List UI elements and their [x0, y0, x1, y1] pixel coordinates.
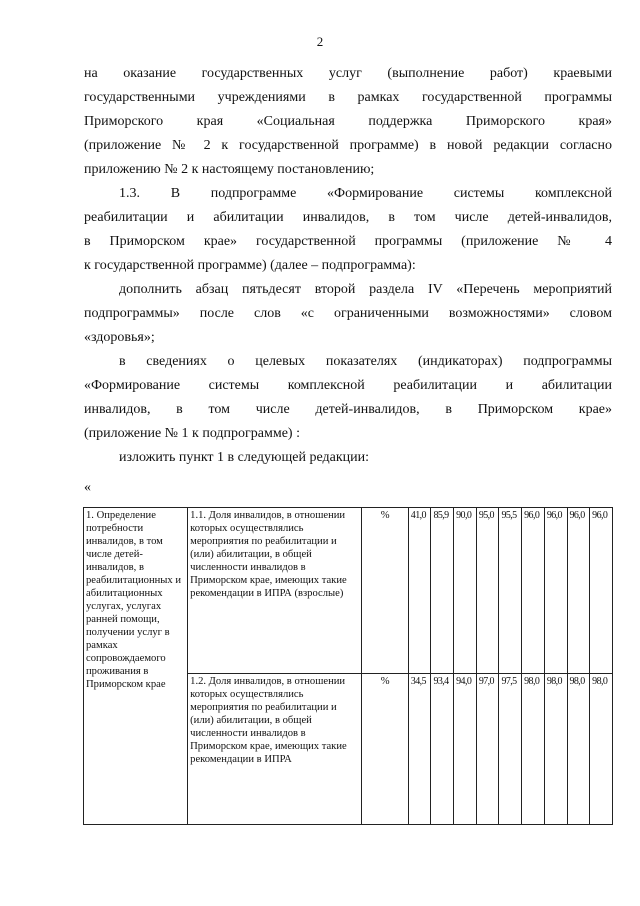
text-line: 1.3. В подпрограмме «Формирование системы комплексной [119, 186, 612, 201]
goal-cell: 1. Определение потребности инвалидов, в том числе детей-инвалидов, в реабилитационных и абилитационных услугах, услугах ранней помощи, получении услуг в рамках сопровождаемого проживания в Приморском крае [84, 508, 188, 825]
value-cell: 98,0 [590, 674, 613, 825]
table-row [84, 508, 613, 674]
indicator-table [83, 507, 613, 825]
text-line: (приложение № 1 к подпрограмме) : [84, 426, 300, 441]
text-line: к государственной программе) (далее – подпрограмма): [84, 258, 416, 273]
value-cell: 34,5 [408, 674, 431, 825]
page-number: 2 [316, 34, 324, 49]
text-line: подпрограммы» после слов «с ограниченными возможностями» словом [84, 306, 612, 321]
value-cell: 95,5 [499, 508, 522, 674]
text-line: государственными учреждениями в рамках государственной программы [84, 90, 612, 105]
text-line: «здоровья»; [84, 330, 155, 345]
indicator-cell: 1.1. Доля инвалидов, в отношении которых осуществлялись мероприятия по реабилитации и (или) абилитации, в общей численности инвалидов в Приморском крае, имеющих такие рекомендации в ИПРА (взрослые) [188, 508, 362, 674]
value-cell: 95,0 [476, 508, 499, 674]
unit-cell: % [362, 508, 408, 674]
text-line: приложению № 2 к настоящему постановлению; [84, 162, 375, 177]
value-cell: 96,0 [544, 508, 567, 674]
text-line: в Приморском крае» государственной программы (приложение № 4 [84, 234, 612, 249]
value-cell: 98,0 [522, 674, 545, 825]
value-cell: 97,5 [499, 674, 522, 825]
unit-cell: % [362, 674, 408, 825]
value-cell: 97,0 [476, 674, 499, 825]
value-cell: 90,0 [454, 508, 477, 674]
value-cell: 85,9 [431, 508, 454, 674]
value-cell: 96,0 [590, 508, 613, 674]
text-line: (приложение № 2 к государственной программе) в новой редакции согласно [84, 138, 612, 153]
value-cell: 96,0 [522, 508, 545, 674]
value-cell: 94,0 [454, 674, 477, 825]
value-cell: 41,0 [408, 508, 431, 674]
text-line: инвалидов, в том числе детей-инвалидов, в Приморском крае» [84, 402, 612, 417]
text-line: Приморского края «Социальная поддержка Приморского края» [84, 114, 612, 129]
text-line: реабилитации и абилитации инвалидов, в том числе детей-инвалидов, [84, 210, 612, 225]
document-body [84, 62, 612, 470]
text-line: на оказание государственных услуг (выполнение работ) краевыми [84, 66, 612, 81]
value-cell: 96,0 [567, 508, 590, 674]
indicator-cell: 1.2. Доля инвалидов, в отношении которых осуществлялись мероприятия по реабилитации и (или) абилитации, в общей численности инвалидов в Приморском крае, имеющих такие рекомендации в ИПРА [188, 674, 362, 825]
text-line: дополнить абзац пятьдесят второй раздела IV «Перечень мероприятий [119, 282, 612, 297]
text-line: в сведениях о целевых показателях (индикаторах) подпрограммы [119, 354, 612, 369]
text-line: «Формирование системы комплексной реабилитации и абилитации [84, 378, 612, 393]
text-line: изложить пункт 1 в следующей редакции: [119, 450, 369, 465]
value-cell: 93,4 [431, 674, 454, 825]
opening-quote: « [84, 480, 91, 495]
value-cell: 98,0 [567, 674, 590, 825]
value-cell: 98,0 [544, 674, 567, 825]
